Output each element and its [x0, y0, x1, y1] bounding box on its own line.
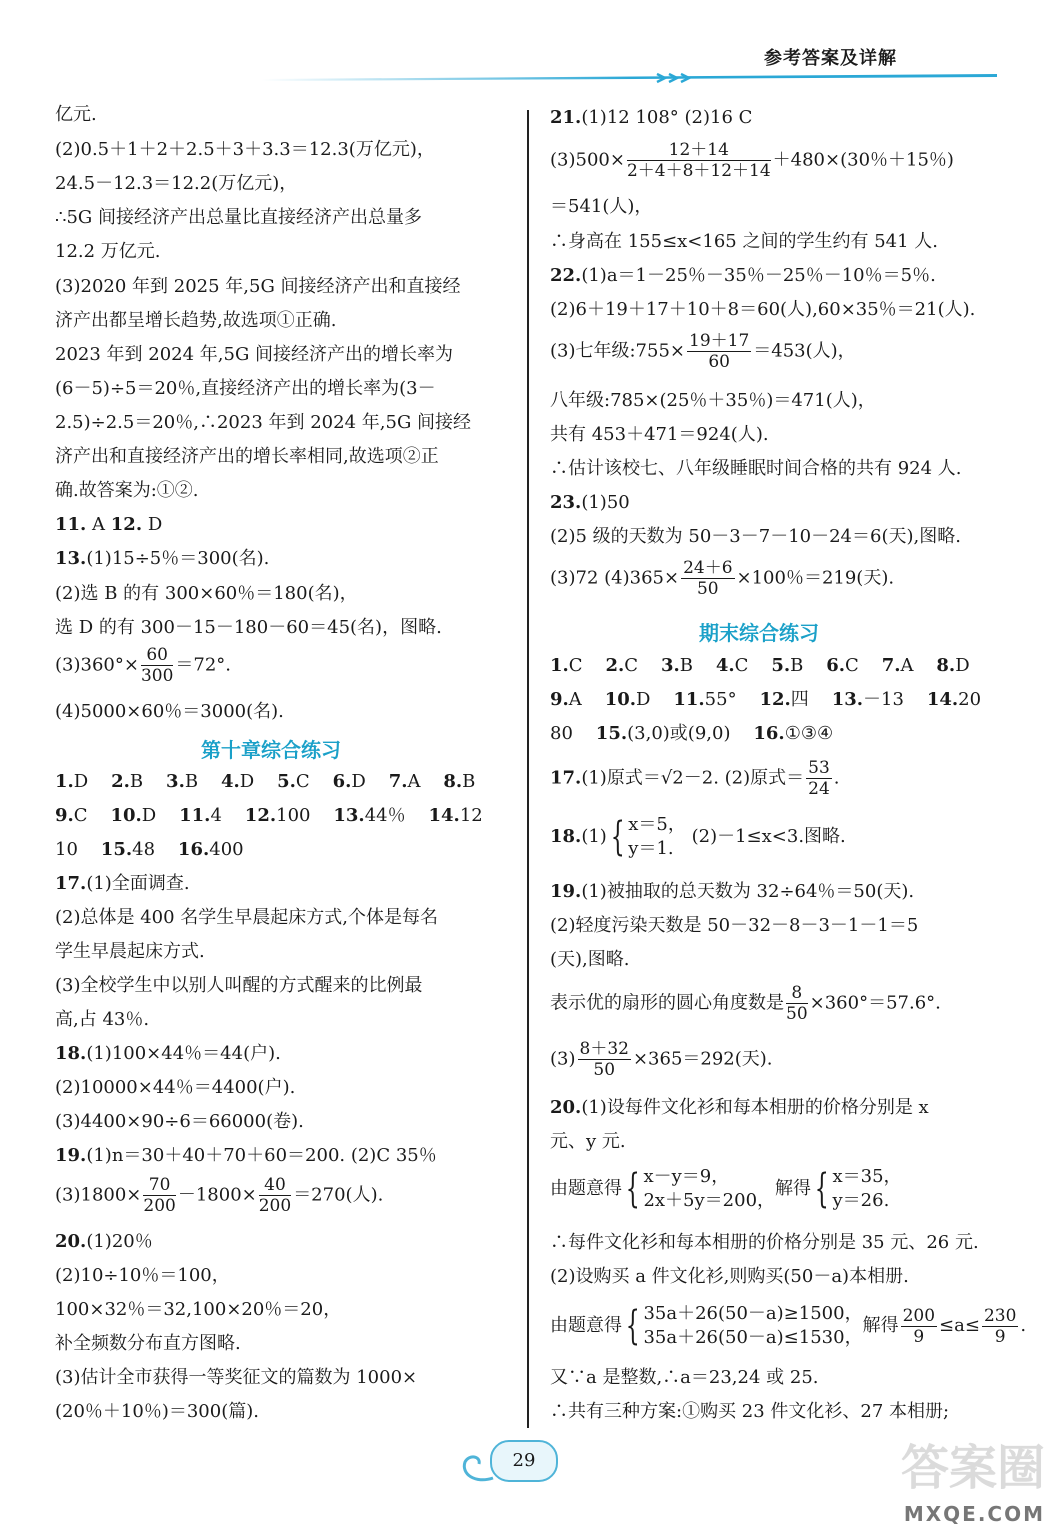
fraction-line [550, 1039, 773, 1080]
answer: C [845, 655, 859, 676]
text-line: 2023 年到 2024 年,5G 间接经济产出的增长率为 [55, 344, 454, 365]
text-line: 元、y 元. [550, 1131, 626, 1152]
fraction [259, 1175, 291, 1216]
question-number: 13. [333, 805, 365, 826]
question-number: 11. [179, 805, 211, 826]
text-line: (6－5)÷5＝20％,直接经济产出的增长率为(3－ [55, 378, 436, 399]
text: (3)1800× [55, 1184, 142, 1206]
fraction [901, 1306, 937, 1347]
denominator: 50 [593, 1060, 616, 1080]
answer: (3,0)或(9,0) [627, 723, 731, 744]
question-number: 4. [715, 655, 735, 676]
text: (3)七年级:755× [550, 340, 685, 362]
question-number: 19. [55, 1145, 87, 1166]
section-title: 期末综合练习 [699, 621, 819, 645]
inequality-system [643, 1302, 862, 1350]
text-line: (20％＋10％)＝300(篇). [55, 1401, 259, 1422]
text-line: ∴共有三种方案:①购买 23 件文化衫、27 本相册; [550, 1401, 950, 1422]
brace: { [814, 1166, 829, 1212]
text-line: (3)4400×90÷6＝66000(卷). [55, 1111, 304, 1132]
answer: D [73, 771, 89, 792]
brace: { [610, 814, 625, 860]
watermark-url: MXQE.COM [903, 1502, 1045, 1526]
text-line: 补全频数分布直方图略. [55, 1333, 241, 1354]
question-number: 8. [443, 771, 463, 792]
question-number: 12. [110, 514, 143, 535]
equation: x－y＝9， [643, 1166, 730, 1187]
text: －1800× [177, 1184, 257, 1206]
text: 解得 [862, 1315, 899, 1336]
equation-system [628, 813, 686, 861]
text-line: 八年级:785×(25％＋35％)＝471(人)， [550, 390, 876, 411]
numerator: 8 [786, 983, 808, 1004]
numerator: 60 [141, 645, 173, 666]
question-number: 5. [277, 771, 296, 792]
answer: 10 [55, 839, 78, 860]
page-number: 29 [490, 1440, 558, 1482]
text: . [833, 767, 840, 789]
answer: (1)a＝1－25％－35％－25％－10％＝5％. [581, 265, 936, 286]
answer: (1)50 [581, 492, 630, 513]
numerator: 200 [902, 1305, 936, 1326]
equation: x＝35， [832, 1166, 902, 1187]
equation-system [833, 1165, 902, 1213]
answer: 100 [276, 805, 311, 826]
choice-answers [55, 771, 475, 793]
numerator: 70 [143, 1175, 175, 1196]
answer: －13 [863, 689, 904, 710]
text-line: (2)总体是 400 名学生早晨起床方式,个体是每名 [55, 907, 439, 928]
answer-line [55, 514, 162, 536]
answer: C [73, 805, 88, 826]
question-number: 6. [826, 655, 846, 676]
inequality: 35a＋26(50－a)≤1530， [643, 1327, 863, 1348]
text-line: (2)轻度污染天数是 50－32－8－3－1－1＝5 [550, 915, 919, 936]
fraction-line [550, 983, 941, 1024]
fraction-line [550, 558, 894, 599]
question-number: 20. [550, 1097, 582, 1118]
question-number: 7. [881, 655, 901, 676]
brace: { [625, 1303, 640, 1349]
fraction-line [550, 140, 954, 181]
denominator: 9 [913, 1326, 925, 1347]
answer: (1)100×44％＝44(户). [86, 1043, 281, 1064]
question-number: 2. [605, 655, 625, 676]
text-line: 学生早晨起床方式. [55, 941, 205, 962]
text-line: (2)6＋19＋17＋10＋8＝60(人),60×35％＝21(人). [550, 299, 976, 320]
question-number: 16. [177, 839, 210, 860]
question-number: 5. [771, 655, 791, 676]
text: (1) [581, 826, 607, 847]
text-line: ∴5G 间接经济产出总量比直接经济产出总量多 [55, 207, 423, 228]
answer: (1)被抽取的总天数为 32÷64％＝50(天). [581, 881, 915, 902]
text: ＝270(人). [293, 1184, 384, 1206]
text: . [1020, 1315, 1027, 1336]
numerator: 53 [808, 758, 830, 778]
answer: B [679, 655, 693, 676]
numerator: 24＋6 [683, 558, 733, 578]
question-number: 18. [550, 826, 582, 847]
answer: A [568, 689, 582, 710]
answer: (1)12 108° (2)16 C [581, 107, 753, 128]
question-number: 9. [55, 805, 74, 826]
answer: C [624, 655, 639, 676]
text-line: (2)5 级的天数为 50－3－7－10－24＝6(天),图略. [550, 526, 961, 547]
text-line: (3)估计全市获得一等奖征文的篇数为 1000× [55, 1367, 418, 1388]
answer: 20 [958, 689, 982, 710]
question-number: 15. [595, 723, 628, 744]
answer: C [734, 655, 749, 676]
text: 由题意得 [550, 1315, 622, 1336]
question-number: 14. [926, 689, 959, 710]
answer: (1)设每件文化衫和每本相册的价格分别是 x [581, 1097, 929, 1118]
question-number: 4. [220, 771, 240, 792]
text: (3)72 (4)365× [550, 567, 680, 589]
answer: D [142, 514, 163, 535]
answer: B [184, 771, 199, 792]
text-line: 2.5)÷2.5＝20％,∴2023 年到 2024 年,5G 间接经 [55, 412, 472, 433]
denominator: 50 [696, 579, 719, 599]
question-number: 14. [428, 805, 460, 826]
text-line: (2)10÷10％＝100， [55, 1265, 230, 1286]
answer: B [790, 655, 804, 676]
fraction [143, 1175, 175, 1216]
question-number: 1. [55, 771, 74, 792]
question-number: 22. [550, 265, 582, 286]
page-swirl-decoration [455, 1448, 495, 1488]
fraction-line [55, 645, 231, 686]
column-divider [527, 110, 529, 1428]
text-line: 亿元. [55, 104, 97, 125]
question-number: 12. [759, 689, 791, 710]
question-number: 11. [673, 689, 705, 710]
choice-answers [55, 805, 483, 827]
numerator: 19＋17 [689, 331, 750, 351]
numerator: 12＋14 [627, 140, 771, 161]
question-number: 19. [550, 881, 582, 902]
text-line: 共有 453＋471＝924(人). [550, 424, 769, 445]
text-line: 24.5－12.3＝12.2(万亿元)， [55, 173, 298, 194]
question-number: 11. [55, 514, 87, 535]
answer-line [55, 1043, 281, 1065]
text-line: 100×32％＝32,100×20％＝20， [55, 1299, 342, 1320]
text: ＋480×(30％＋15％) [772, 149, 954, 171]
fraction [681, 558, 734, 599]
question-number: 3. [166, 771, 185, 792]
question-number: 8. [936, 655, 956, 676]
text-line: ＝541(人)， [550, 196, 653, 217]
text: 表示优的扇形的圆心角度数是 [550, 992, 784, 1014]
watermark-logo: 答案圈 [900, 1440, 1045, 1496]
answer: 80 [550, 723, 573, 744]
answer: ①③④ [784, 723, 834, 744]
answer: A [407, 771, 421, 792]
question-number: 7. [388, 771, 408, 792]
answer: D [636, 689, 651, 710]
text-line: ∴每件文化衫和每本相册的价格分别是 35 元、26 元. [550, 1232, 979, 1253]
answer-line [55, 548, 269, 570]
text-line: 12.2 万亿元. [55, 241, 161, 262]
answer: 55° [704, 689, 737, 710]
answer-line [55, 839, 244, 861]
text: ＝453(人)， [753, 340, 856, 362]
answer: A [900, 655, 914, 676]
answer: C [295, 771, 310, 792]
answer: 4 [210, 805, 222, 826]
answer: D [955, 655, 970, 676]
text: (2)－1≤x<3.图略. [685, 826, 846, 847]
fraction-line [550, 758, 840, 799]
text-line: (2)选 B 的有 300×60％＝180(名)， [55, 583, 358, 604]
text-line: (天),图略. [550, 949, 630, 970]
answer: B [462, 771, 476, 792]
answer-line [55, 1145, 437, 1167]
answer: 12 [459, 805, 483, 826]
system-line [550, 813, 846, 861]
denominator: 50 [786, 1004, 808, 1024]
numerator: 40 [259, 1175, 291, 1196]
text: (3)360°× [55, 654, 139, 676]
text: ×360°＝57.6°. [809, 992, 941, 1014]
question-number: 2. [111, 771, 130, 792]
answer: 48 [132, 839, 156, 860]
choice-answers [550, 689, 981, 711]
text: (3)500× [550, 149, 625, 171]
question-number: 3. [660, 655, 680, 676]
denominator: 2＋4＋8＋12＋14 [626, 161, 771, 181]
brace: { [625, 1166, 640, 1212]
answer: C [568, 655, 583, 676]
answer-line [550, 492, 630, 514]
text: 由题意得 [550, 1178, 622, 1199]
answer: A [86, 514, 111, 535]
text-line: (3)2020 年到 2025 年,5G 间接经济产出和直接经 [55, 276, 461, 297]
answer: 44％ [364, 805, 406, 826]
denominator: 9 [994, 1326, 1006, 1347]
question-number: 9. [550, 689, 569, 710]
answer-line [55, 873, 190, 895]
text: ≤a≤ [939, 1315, 980, 1336]
text: ×365＝292(天). [632, 1048, 773, 1070]
denominator: 300 [140, 666, 174, 686]
text-line: (2)10000×44％＝4400(户). [55, 1077, 296, 1098]
answer-line [550, 1097, 929, 1119]
question-number: 1. [550, 655, 569, 676]
question-number: 6. [332, 771, 352, 792]
inequality: 35a＋26(50－a)≥1500， [643, 1303, 863, 1324]
answer: D [239, 771, 255, 792]
question-number: 17. [55, 873, 87, 894]
equation: 2x＋5y＝200， [643, 1190, 776, 1211]
denominator: 200 [258, 1196, 292, 1216]
question-number: 21. [550, 107, 582, 128]
text: ×100％＝219(天). [736, 567, 895, 589]
question-number: 16. [753, 723, 785, 744]
text-line: (2)0.5＋1＋2＋2.5＋3＋3.3＝12.3(万亿元)， [55, 139, 435, 160]
fraction [687, 331, 751, 372]
text-line: 高,占 43％. [55, 1009, 150, 1030]
fraction [982, 1306, 1018, 1347]
text: (3) [550, 1048, 576, 1070]
text-line: (4)5000×60％＝3000(名). [55, 701, 284, 722]
equation: y＝1. [628, 838, 674, 859]
answer-line [550, 265, 936, 287]
fraction-line [55, 1175, 383, 1216]
answer: D [141, 805, 157, 826]
text: (1)原式＝√2－2. (2)原式＝ [581, 767, 805, 789]
text-line: 选 D 的有 300－15－180－60＝45(名)，图略. [55, 617, 442, 638]
question-number: 15. [100, 839, 133, 860]
question-number: 12. [244, 805, 277, 826]
system-line [550, 1302, 1026, 1350]
text-line: (2)设购买 a 件文化衫,则购买(50－a)本相册. [550, 1266, 909, 1287]
question-number: 18. [55, 1043, 87, 1064]
question-number: 10. [604, 689, 637, 710]
header-decoration [262, 70, 997, 86]
section-title: 第十章综合练习 [201, 738, 341, 762]
fraction-line [550, 331, 856, 372]
choice-answers [550, 655, 970, 677]
answer: 400 [209, 839, 244, 860]
header-title: 参考答案及详解 [764, 48, 897, 69]
text-line: 确.故答案为:①②. [55, 480, 199, 501]
question-number: 10. [110, 805, 142, 826]
answer: 四 [790, 689, 809, 710]
fraction [627, 140, 771, 181]
denominator: 24 [808, 779, 830, 799]
text-line: ∴身高在 155≤x<165 之间的学生约有 541 人. [550, 231, 938, 252]
fraction [786, 983, 808, 1024]
numerator: 230 [983, 1305, 1017, 1326]
text-line: 又∵a 是整数,∴a＝23,24 或 25. [550, 1367, 819, 1388]
question-number: 20. [55, 1231, 87, 1252]
question-number: 13. [55, 548, 87, 569]
text-line: ∴估计该校七、八年级睡眠时间合格的共有 924 人. [550, 458, 962, 479]
question-number: 13. [831, 689, 864, 710]
fraction [578, 1039, 631, 1080]
denominator: 60 [708, 352, 730, 372]
answer: (1)n＝30＋40＋70＋60＝200. (2)C 35％ [86, 1145, 437, 1166]
system-line [550, 1165, 902, 1213]
answer-line [550, 881, 914, 903]
answer-line [550, 107, 752, 129]
answer: B [129, 771, 144, 792]
equation-system [643, 1165, 775, 1213]
answer: (1)15÷5％＝300(名). [86, 548, 270, 569]
answer: D [351, 771, 366, 792]
text-line: (3)全校学生中以别人叫醒的方式醒来的比例最 [55, 975, 423, 996]
text-line: 济产出都呈增长趋势,故选项①正确. [55, 310, 337, 331]
fraction [806, 758, 832, 799]
answer: (1)20％ [86, 1231, 153, 1252]
answer: (1)全面调查. [86, 873, 190, 894]
numerator: 8＋32 [579, 1039, 629, 1059]
question-number: 23. [550, 492, 582, 513]
text: 解得 [775, 1178, 812, 1199]
equation: y＝26. [832, 1190, 890, 1211]
denominator: 200 [143, 1196, 176, 1216]
question-number: 17. [550, 767, 582, 789]
fraction [141, 645, 173, 686]
text: ＝72°. [175, 654, 232, 676]
equation: x＝5， [628, 814, 686, 835]
answer-line [55, 1231, 153, 1253]
answer-line [550, 723, 833, 745]
text-line: 济产出和直接经济产出的增长率相同,故选项②正 [55, 446, 439, 467]
